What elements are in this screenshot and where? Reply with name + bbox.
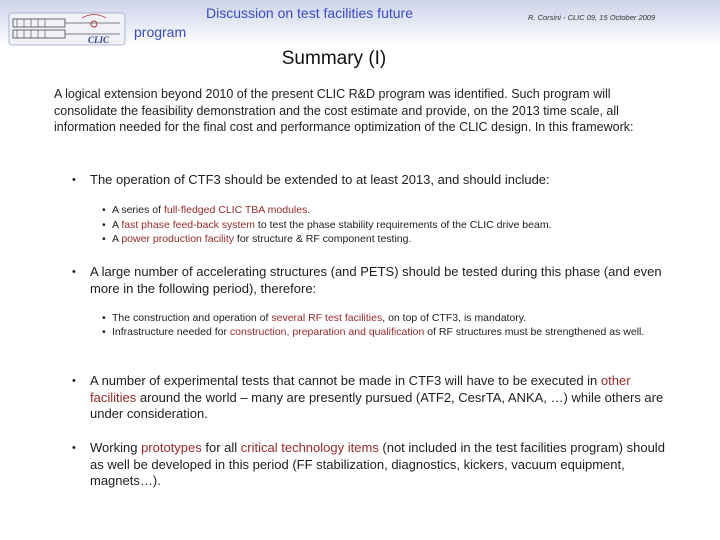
bullet-dot-icon: • — [102, 204, 106, 216]
bullet-dot-icon: • — [102, 326, 106, 338]
header-credit: R. Corsini - CLIC 09, 15 October 2009 — [528, 13, 656, 22]
bullet-dot-icon: • — [102, 219, 106, 231]
highlight-text: several RF test facilities — [271, 312, 383, 324]
highlight-text: fast phase feed-back system — [121, 219, 255, 231]
sub-bullet-text: Infrastructure needed for construction, preparation and qualification of RF structures must be strengthened as well. — [112, 326, 645, 338]
bullet-dot-icon: • — [72, 266, 76, 278]
bullet-dot-icon: • — [72, 174, 76, 186]
bullet-item — [72, 264, 672, 297]
intro-paragraph: A logical extension beyond 2010 of the present CLIC R&D program was identified. Such program will consolidate the feasibility demonstration and the cost estimate and provide, on the 2013 time scale, all information needed for the final cost and performance optimization of the CLIC design. In this framework: — [54, 87, 634, 134]
highlight-text: power production facility — [121, 233, 234, 245]
bullet-item — [72, 373, 672, 423]
header-title-line1: Discussion on test facilities future — [206, 5, 413, 21]
highlight-text: other facilities — [90, 373, 631, 405]
sub-bullet-text: The construction and operation of several RF test facilities, on top of CTF3, is mandatory. — [112, 312, 527, 324]
sub-bullet-item — [102, 232, 662, 247]
highlight-text: construction, preparation and qualification — [229, 326, 425, 338]
bullet-text: Working prototypes for all critical technology items (not included in the test facilities program) should as well be developed in this period (FF stabilization, diagnostics, kickers, vacuum equipment, magnets…). — [90, 440, 665, 488]
clic-logo — [8, 12, 126, 46]
logo-text: CLIC — [88, 35, 110, 45]
sub-bullet-item — [102, 218, 662, 233]
bullet-item — [72, 440, 672, 490]
bullet-dot-icon: • — [102, 233, 106, 245]
highlight-text: prototypes — [141, 440, 202, 455]
sub-bullet-item — [102, 325, 662, 340]
bullet-dot-icon: • — [72, 375, 76, 387]
bullet-dot-icon: • — [102, 312, 106, 324]
highlight-text: critical technology items — [240, 440, 379, 455]
sub-bullet-text: A power production facility for structure & RF component testing. — [112, 233, 412, 245]
bullet-item — [72, 172, 672, 189]
sub-bullet-item — [102, 203, 662, 218]
bullet-text: A large number of accelerating structures (and PETS) should be tested during this phase (and even more in the following period), therefore: — [90, 264, 662, 296]
slide-title: Summary (I) — [281, 48, 387, 69]
sub-bullet-text: A fast phase feed-back system to test the phase stability requirements of the CLIC drive beam. — [112, 219, 552, 231]
bullet-dot-icon: • — [72, 442, 76, 454]
highlight-text: full-fledged CLIC TBA modules — [163, 204, 308, 216]
bullet-text: The operation of CTF3 should be extended to at least 2013, and should include: — [90, 172, 550, 187]
sub-bullet-text: A series of full-fledged CLIC TBA modules. — [112, 204, 311, 216]
bullet-text: A number of experimental tests that cannot be made in CTF3 will have to be executed in other facilities around the world – many are presently pursued (ATF2, CesrTA, ANKA, …) while others are under consideration. — [90, 373, 664, 421]
header-title-line2: program — [134, 24, 187, 40]
sub-bullet-item — [102, 311, 662, 326]
